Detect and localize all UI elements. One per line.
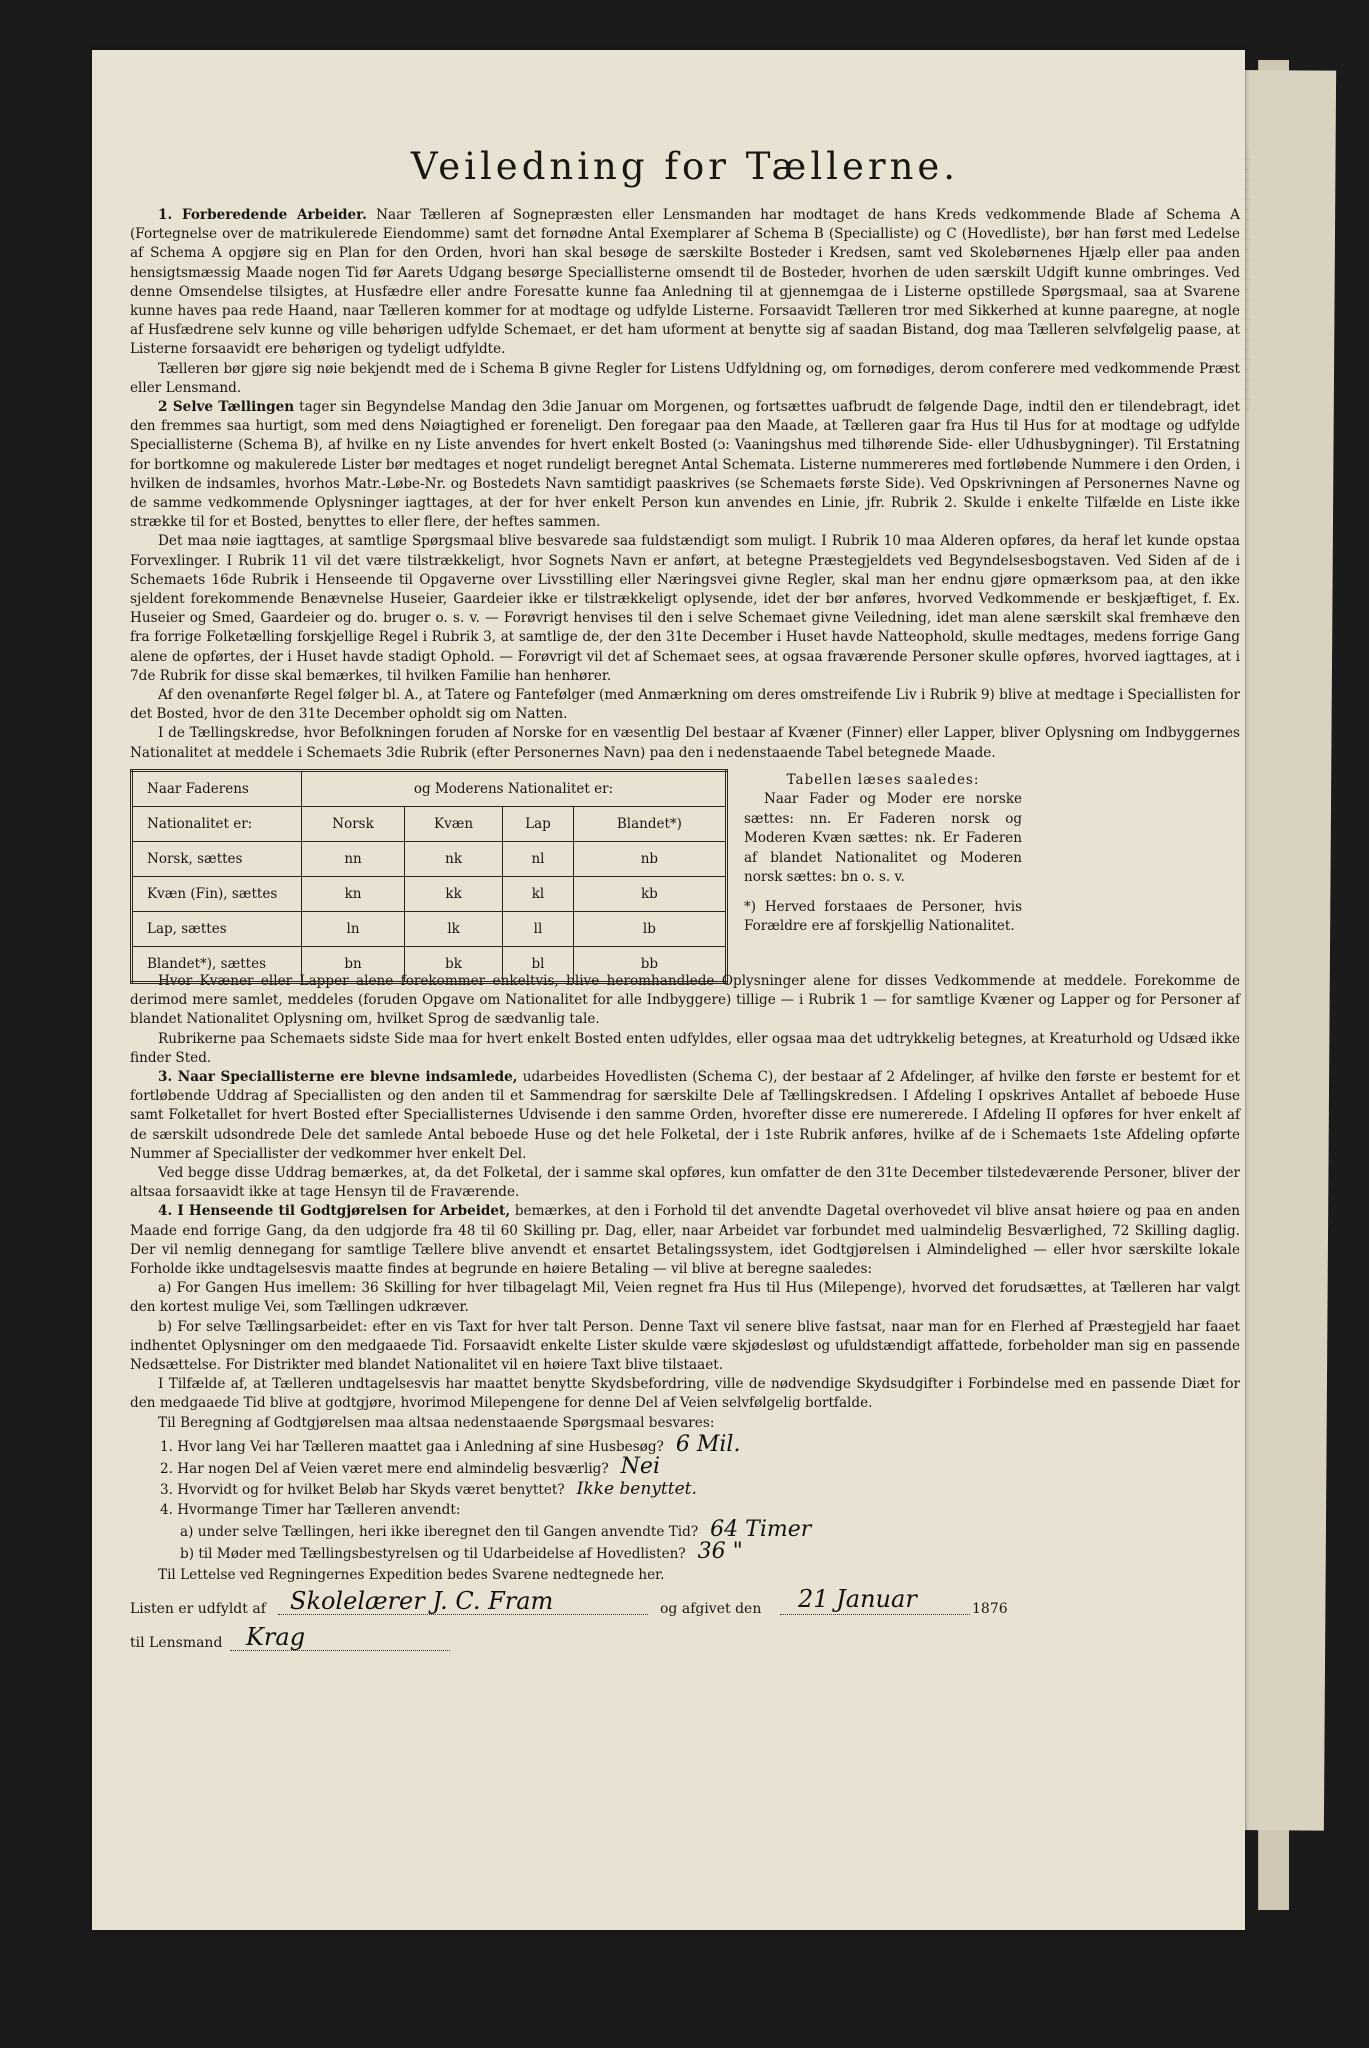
question-text: 3. Hvorvidt og for hvilket Beløb har Skyds været benyttet? [160, 1481, 565, 1498]
row-label: Lap, sættes [132, 911, 302, 946]
paragraph [130, 1202, 1240, 1279]
handwritten-answer: 64 Timer [710, 1516, 812, 1542]
table-col-header: Blandet*) [573, 806, 726, 841]
paragraph [130, 1279, 1240, 1317]
lensmand-name: Krag [246, 1622, 306, 1651]
table-head-mother: og Moderens Nationalitet er: [302, 770, 727, 806]
question-text: 1. Hvor lang Vei har Tælleren maattet gaa i Anledning af sine Husbesøg? [160, 1438, 664, 1455]
table-cell: bk [405, 946, 503, 982]
section-heading: 3. Naar Speciallisterne ere blevne indsamlede, [158, 1068, 518, 1085]
table-cell: kn [302, 876, 405, 911]
signature-prefix: Listen er udfyldt af [130, 1600, 266, 1617]
page-content [130, 145, 1240, 1663]
paragraph-text: I Tilfælde af, at Tælleren undtagelsesvis har maattet benytte Skydsbefordring, ville de nødvendige Skydsudgifter i Forbindelse med en passende Diæt for den medgaaede Tid blive at godtgjøre, hvorimod Milepengene for denne Del af Veien selvfølgelig bortfalde. [130, 1376, 1240, 1412]
paragraph-text: Det maa nøie iagttages, at samtlige Spørgsmaal blive besvarede saa fuldstændigt som muligt. I Rubrik 10 maa Alderen opføres, da heraf let kunde opstaa Forvexlinger. I Rubrik 11 vil det være tilstrækkeligt, hvor Sognets Navn er anført, at betegne Præstegjeldets ved Begyndelsesbogstaven. Ved Siden af de i Schemaets 16de Rubrik i Henseende til Opgaverne over Livsstilling eller Næringsvei givne Regler, skal man her endnu gjøre opmærksom paa, at den ikke sjeldent forekommende Benævnelse Huseier, Gaardeier ikke er tilstrækkeligt oplysende, idet der bør anføres, hvorved Vedkommende er beskjæftiget, f. Ex. Huseier og Smed, Gaardeier og do. bruger o. s. v. — Forøvrigt henvises til den i selve Schemaet givne Veiledning, idet man alene særskilt skal fremhæve den fra forrige Folketælling forskjellige Regel i Rubrik 3, at samtlige de, der den 31te December i Huset havde Natteophold, skulle medtages, medens forrige Gang alene de opførtes, der i Huset havde stadigt Ophold. — Forøvrigt vil det af Schemaet sees, at ogsaa fraværende Personer skulle opføres, hvorved iagttages, at i 7de Rubrik for disse skal bemærkes, til hvilken Familie han henhører. [130, 533, 1240, 684]
table-cell: ll [503, 911, 574, 946]
paragraph-text: bemærkes, at den i Forhold til det anvendte Dagetal overhovedet vil blive ansat høiere og paa en anden Maade end forrige Gang, da den udgjorde fra 48 til 60 Skilling pr. Dag, eller, naar Arbeidet var forbundet med ualmindelig Besværlighed, 72 Skilling daglig. Der vil nemlig dennegang for samtlige Tællere blive anvendt et ensartet Betalingssystem, idet Godtgjørelsen i Almindelighed — eller hvor særskilte lokale Forholde ikke undtagelsesvis maatte findes at begrunde en høiere Betaling — vil blive at beregne saaledes: [130, 1203, 1240, 1277]
question-text: a) under selve Tællingen, heri ikke iberegnet den til Gangen anvendte Tid? [180, 1523, 699, 1540]
table-cell: bn [302, 946, 405, 982]
table-row [132, 946, 727, 982]
paragraph-text: a) For Gangen Hus imellem: 36 Skilling for hver tilbagelagt Mil, Veien regnet fra Hus til Hus (Milepenge), hvorved det forudsættes, at Tælleren har valgt den kortest mulige Vei, som Tællingen udkræver. [130, 1280, 1240, 1316]
handwritten-answer: 36 " [697, 1538, 743, 1564]
signature-date: 21 Januar [798, 1584, 917, 1613]
lensmand-label: til Lensmand [130, 1634, 223, 1651]
table-col-header: Lap [503, 806, 574, 841]
row-label: Kvæn (Fin), sættes [132, 876, 302, 911]
table-cell: bl [503, 946, 574, 982]
question-text: 2. Har nogen Del af Veien været mere end almindelig besværlig? [160, 1460, 609, 1477]
paragraph-text: Naar Tælleren af Sognepræsten eller Lensmanden har modtaget de hans Kreds vedkommende Blade af Schema A (Fortegnelse over de matrikulerede Eiendomme) samt det fornødne Antal Exemplarer af Schema B (Specialliste) og C (Hovedliste), bør han først med Ledelse af Schema A opgjøre sig en Plan for den Orden, hvori han skal besøge de særskilte Bosteder i Kredsen, samt ved Skolebørnenes Hjælp eller paa anden hensigtsmæssig Maade nogen Tid før Aarets Udgang besørge Speciallisterne omsendt til de Bosteder, hvorhen de uden særskilt Udgift kunne ombringes. Ved denne Omsendelse tilsigtes, at Husfædre eller andre Foresatte kunne faa Anledning til at gjennemgaa de i Listerne opstillede Spørgsmaal, saa at Svarene kunne haves paa rede Haand, naar Tælleren kommer for at modtage og udfylde Listerne. Forsaavidt Tælleren tror med Sikkerhed at kunne paaregne, at nogle af Husfædrene selv kunne og ville behørigen udfylde Schemaet, er det ham uforment at benytte sig af saadan Bistand, dog maa Tælleren selvfølgelig paase, at Listerne forsaavidt ere behørigen og tydeligt udfyldte. [130, 207, 1240, 358]
paragraph-text: Hvor Kvæner eller Lapper alene forekommer enkeltvis, blive heromhandlede Oplysninger alene for disses Vedkommende at meddele. Forekomme de derimod mere samlet, meddeles (foruden Opgave om Nationalitet for alle Indbyggere) tillige — i Rubrik 1 — for samtlige Kvæner og Lapper og for Personer af blandet Nationalitet Oplysning om, hvilket Sprog de sædvanlig tale. [130, 972, 1240, 1028]
paragraph [130, 360, 1240, 398]
paragraph [130, 398, 1240, 532]
table-explanation-title: Tabellen læses saaledes: [786, 771, 980, 788]
section-heading: 2 Selve Tællingen [158, 399, 295, 416]
paragraph-text: Rubrikerne paa Schemaets sidste Side maa for hvert enkelt Bosted enten udfyldes, eller ogsaa maa det udtrykkelig betegnes, at Kreaturhold og Udsæd ikke finder Sted. [130, 1030, 1240, 1066]
paragraph-text: Tælleren bør gjøre sig nøie bekjendt med de i Schema B givne Regler for Listens Udfyldning og, om fornødiges, derom conferere med vedkommende Præst eller Lensmand. [130, 360, 1240, 396]
question-row [160, 1479, 1240, 1500]
paragraph [130, 724, 1240, 762]
document-page [92, 50, 1245, 1930]
signature-by: Skolelærer J. C. Fram [290, 1586, 554, 1615]
instructions-part-1 [130, 206, 1240, 763]
paragraph [130, 686, 1240, 724]
question-row [160, 1500, 1240, 1520]
paragraph [130, 1375, 1240, 1413]
nationality-table-block [130, 769, 1240, 972]
table-cell: lb [573, 911, 726, 946]
table-footnote: *) Herved forstaaes de Personer, hvis Forældre ere af forskjellig Nationalitet. [744, 898, 1022, 935]
page-title: Veiledning for Tællerne. [410, 145, 960, 188]
table-cell: nk [405, 841, 503, 876]
signature-block [130, 1584, 1240, 1663]
table-cell: kk [405, 876, 503, 911]
table-row [132, 841, 727, 876]
questions-block [160, 1431, 1240, 1564]
question-row [160, 1538, 1240, 1564]
handwritten-answer: 6 Mil. [675, 1431, 741, 1457]
paragraph [130, 206, 1240, 360]
table-head-nationality: Nationalitet er: [132, 806, 302, 841]
question-row [160, 1431, 1240, 1457]
row-label: Norsk, sættes [132, 841, 302, 876]
section-heading: 4. I Henseende til Godtgjørelsen for Arbeidet, [158, 1203, 511, 1220]
paragraph-text: Til Beregning af Godtgjørelsen maa altsaa nedenstaaende Spørgsmaal besvares: [158, 1414, 715, 1431]
nationality-table [130, 769, 728, 984]
table-explanation [744, 771, 1022, 937]
table-explanation-text: Naar Fader og Moder ere norske sættes: nn. Er Faderen norsk og Moderen Kvæn sættes: nk. Er Faderen af blandet Nationalitet og Moderen norsk sættes: bn o. s. v. [744, 791, 1022, 886]
table-cell: lk [405, 911, 503, 946]
signature-middle: og afgivet den [660, 1600, 762, 1617]
closing-note: Til Lettelse ved Regningernes Expedition bedes Svarene nedtegnede her. [158, 1566, 665, 1583]
table-cell: nn [302, 841, 405, 876]
table-cell: bb [573, 946, 726, 982]
row-label: Blandet*), sættes [132, 946, 302, 982]
paragraph-text: tager sin Begyndelse Mandag den 3die Januar om Morgenen, og fortsættes uafbrudt de følgende Dage, indtil den er tilendebragt, idet den fremmes saa hurtigt, som med dens Nøiagtighed er foreneligt. Den foregaar paa den Maade, at Tælleren gaar fra Hus til Hus for at modtage og udfylde Speciallisterne (Schema B), af hvilke en ny Liste anvendes for hvert enkelt Bosted (ɔ: Vaaningshus med tilhørende Side- eller Udhusbygninger). Til Erstatning for bortkomne og makulerede Lister bør medtages et noget rundeligt beregnet Antal Schemata. Listerne nummereres med fortløbende Nummere i den Orden, i hvilken de indsamles, hvorhos Matr.-Løbe-Nr. og Bostedets Navn samtidigt paaskrives (se Schemaets første Side). Ved Opskrivningen af Personernes Navne og de samme vedkommende Oplysninger iagttages, at der for hver enkelt Person kun anvendes en Linie, jfr. Rubrik 2. Skulde i enkelte Tilfælde en Liste ikke strække til for et Bosted, benyttes to eller flere, der heftes sammen. [130, 399, 1240, 531]
table-row [132, 876, 727, 911]
table-cell: nb [573, 841, 726, 876]
table-cell: ln [302, 911, 405, 946]
paragraph-text: udarbeides Hovedlisten (Schema C), der bestaar af 2 Afdelinger, af hvilke den første er bestemt for et fortløbende Uddrag af Speciallisten og den anden til et Sammendrag for særskilte Dele af Tællingskredsen. I Afdeling I opskrives Antallet af beboede Huse samt Folketallet for hvert Bosted efter Speciallisternes Udvisende i den samme Orden, hvorefter disse ere numererede. I Afdeling II opføres for hver enkelt af de særskilt udsondrede Dele det samlede Antal beboede Huse og det hele Folketal, der i 1ste Rubrik anføres, hvilke af de i Schemaets 1ste Afdeling opførte Nummer af Speciallister der vedkommer hver enkelt Del. [130, 1068, 1240, 1162]
paragraph-text: Ved begge disse Uddrag bemærkes, at, da det Folketal, der i samme skal opføres, kun omfatter de den 31te December tilstedeværende Personer, bliver der altsaa forsaavidt ikke at tage Hensyn til de Fraværende. [130, 1164, 1240, 1201]
questions-list [160, 1431, 1240, 1564]
paragraph-text: I de Tællingskredse, hvor Befolkningen foruden af Norske for en væsentlig Del bestaar af Kvæner (Finner) eller Lapper, bliver Oplysning om Indbyggernes Nationalitet at meddele i Schemaets 3die Rubrik (efter Personernes Navn) paa den i nedenstaaende Tabel betegnede Maade. [130, 725, 1240, 761]
question-text: b) til Møder med Tællingsbestyrelsen og til Udarbeidelse af Hovedlisten? [180, 1545, 686, 1562]
table-col-header: Kvæn [405, 806, 503, 841]
table-row [132, 911, 727, 946]
table-col-header: Norsk [302, 806, 405, 841]
table-cell: kb [573, 876, 726, 911]
paragraph [130, 532, 1240, 686]
paragraph [130, 1164, 1240, 1202]
paragraph [130, 1068, 1240, 1164]
question-text: 4. Hvormange Timer har Tælleren anvendt: [160, 1501, 461, 1518]
paragraph [130, 1318, 1240, 1376]
paragraph-text: b) For selve Tællingsarbeidet: efter en vis Taxt for hver talt Person. Denne Taxt vil senere blive fastsat, naar man for en Flerhed af Præstegjeld har faaet indhentet Oplysninger om den medgaaede Tid. Forsaavidt enkelte Lister skulde være skjødesløst og ufuldstændigt affattede, forbeholder man sig en passende Nedsættelse. For Distrikter med blandet Nationalitet vil en høiere Taxt blive tilstaaet. [130, 1318, 1240, 1373]
question-row [160, 1453, 1240, 1479]
signature-year: 1876 [972, 1600, 1008, 1617]
date-line [780, 1613, 970, 1615]
paragraph [130, 1030, 1240, 1068]
paragraph [130, 1414, 1240, 1433]
instructions-part-2 [130, 972, 1240, 1433]
table-cell: kl [503, 876, 574, 911]
handwritten-answer: Ikke benyttet. [576, 1478, 697, 1499]
section-heading: 1. Forberedende Arbeider. [158, 207, 367, 223]
handwritten-answer: Nei [620, 1453, 660, 1479]
table-head-father: Naar Faderens [132, 770, 302, 806]
paragraph-text: Af den ovenanførte Regel følger bl. A., at Tatere og Fantefølger (med Anmærkning om deres omstreifende Liv i Rubrik 9) blive at medtage i Speciallisten for det Bosted, hvor de den 31te December opholdt sig om Natten. [130, 687, 1240, 723]
table-cell: nl [503, 841, 574, 876]
